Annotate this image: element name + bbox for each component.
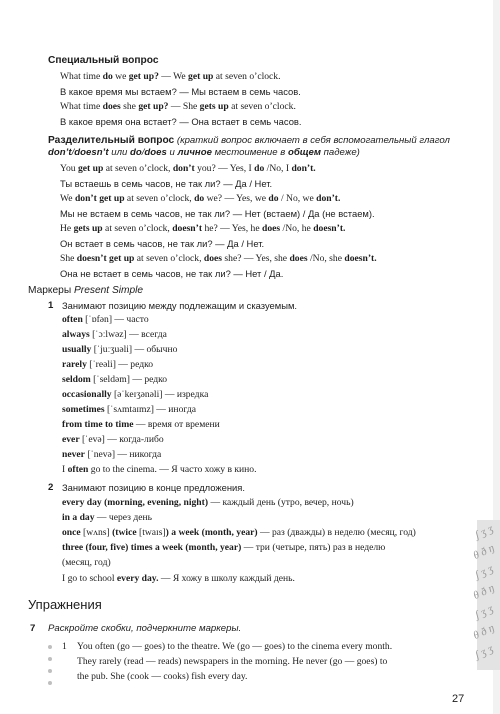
exercise-item-number: 1 [62,641,67,652]
tag-line-3: We don’t get up at seven o’clock, do we? — Yes, we do / No, we don’t. [60,193,341,204]
markers-item-2-text: Занимают позицию в конце предложения. [62,482,245,493]
exercise-text-line-1: You often (go — goes) to the theatre. We (go — goes) to the cinema every month. [77,641,393,652]
tag-line-7: She doesn’t get up at seven o’clock, does she? — Yes, she does /No, she doesn’t. [60,253,377,264]
marker-three-times-continued: (месяц, год) [62,557,111,568]
markers-item-1-text: Занимают позицию между подлежащим и сказуемым. [62,300,298,311]
tag-line-4: Мы не встаем в семь часов, не так ли? — Нет (встаем) / Да (не встаем). [60,208,375,219]
marker-once-a-week: once [wʌns] (twice [twaɪs]) a week (month, year) — раз (дважды) в неделю (месяц, год) [62,527,416,538]
marker-three-times-a-week: three (four, five) times a week (month, year) — три (четыре, пять) раз в неделю [62,542,386,553]
markers-heading: Маркеры Present Simple [28,285,144,296]
marker-from-time-to-time: from time to time — время от времени [62,419,220,430]
tag-line-5: He gets up at seven o’clock, doesn’t he? — Yes, he does /No, he doesn’t. [60,223,346,234]
special-line-1: What time do we get up? — We get up at seven o’clock. [60,71,281,82]
special-line-2: В какое время мы встаем? — Мы встаем в семь часов. [60,86,301,97]
marker-often: often [ˈɒfən] — часто [62,314,149,325]
marker-sometimes: sometimes [ˈsʌmtaɪmz] — иногда [62,404,196,415]
exercise-text-line-3: the pub. She (cook — cooks) fish every day. [77,671,248,682]
tag-line-8: Она не встает в семь часов, не так ли? — Нет / Да. [60,268,284,279]
marker-in-a-day: in a day — через день [62,512,153,523]
tag-question-note: don’t/doesn’t или do/does и личное местоимение в общем падеже) [48,147,360,158]
marker-ever: ever [ˈevə] — когда-либо [62,434,164,445]
page-thumb-tab: ʃ ʒ ʒ θ ð ŋ ʃ ʒ ʒ θ ð ŋ ʃ ʒ ʒ θ ð ŋ ʃ ʒ ʒ [477,520,500,670]
marker-always: always [ˈɔːlwəz] — всегда [62,329,167,340]
bullet-dot [48,669,52,673]
bullet-dot [48,681,52,685]
tag-line-1: You get up at seven o’clock, don’t you? — Yes, I do /No, I don’t. [60,163,316,174]
marker-every-day: every day (morning, evening, night) — каждый день (утро, вечер, ночь) [62,497,354,508]
markers-item-1-number: 1 [48,300,54,311]
tag-question-heading: Разделительный вопрос (краткий вопрос включает в себя вспомогательный глагол [48,135,450,146]
marker-rarely: rarely [ˈreəli] — редко [62,359,154,370]
special-line-3: What time does she get up? — She gets up at seven o’clock. [60,101,296,112]
bullet-dot [48,657,52,661]
special-line-4: В какое время она встает? — Она встает в семь часов. [60,116,302,127]
tag-line-2: Ты встаешь в семь часов, не так ли? — Да / Нет. [60,178,273,189]
markers-example-1: I often go to the cinema. — Я часто хожу в кино. [62,464,257,475]
exercise-number: 7 [30,623,36,634]
marker-occasionally: occasionally [əˈkeɪʒənəli] — изредка [62,389,209,400]
exercise-task: Раскройте скобки, подчеркните маркеры. [48,623,242,634]
page-number: 27 [452,693,465,705]
bullet-dot [48,645,52,649]
marker-seldom: seldom [ˈseldəm] — редко [62,374,168,385]
marker-never: never [ˈnevə] — никогда [62,449,162,460]
exercises-heading: Упражнения [28,597,102,612]
special-question-heading: Специальный вопрос [48,55,159,66]
marker-usually: usually [ˈjuːʒuəli] — обычно [62,344,178,355]
markers-example-2: I go to school every day. — Я хожу в школу каждый день. [62,573,295,584]
exercise-text-line-2: They rarely (read — reads) newspapers in the morning. He never (go — goes) to [77,656,388,667]
tag-line-6: Он встает в семь часов, не так ли? — Да / Нет. [60,238,265,249]
markers-item-2-number: 2 [48,482,54,493]
